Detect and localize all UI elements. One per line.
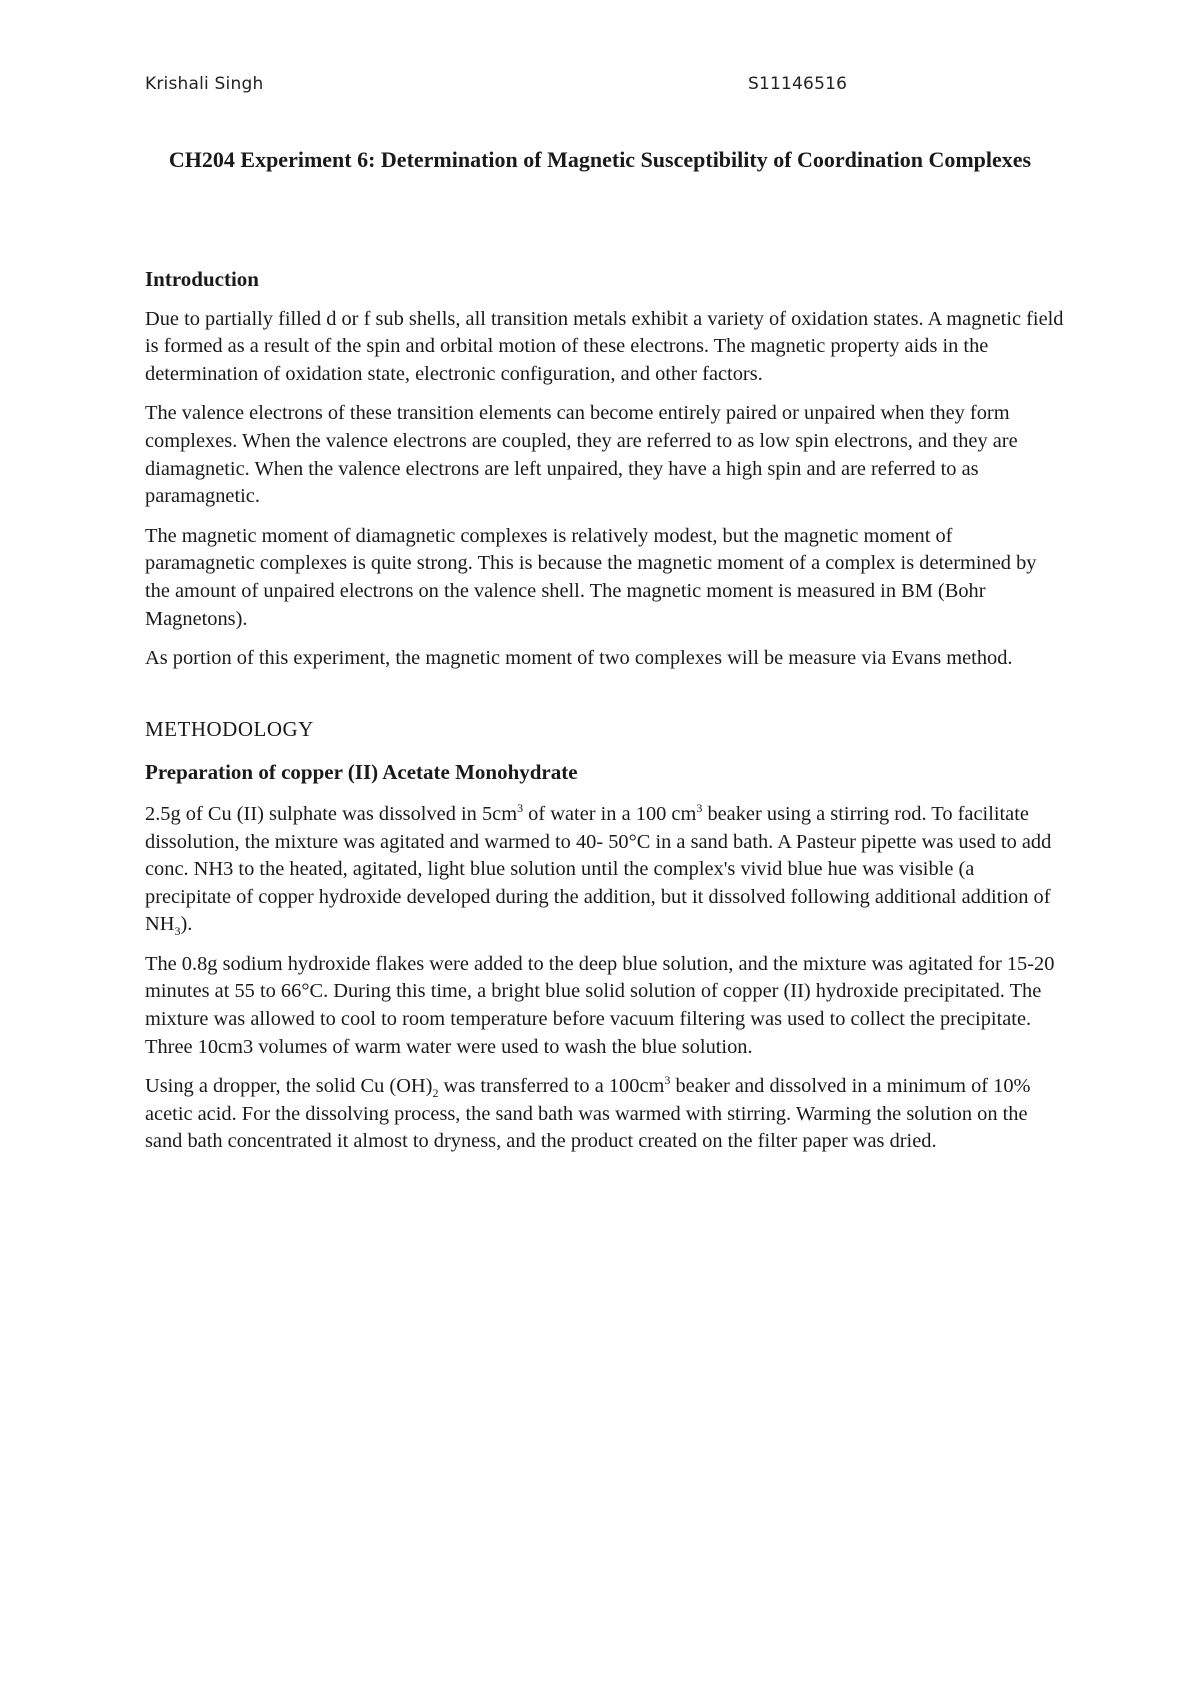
student-id: S11146516 [748,74,848,94]
methodology-heading: METHODOLOGY [145,716,314,741]
document-title: CH204 Experiment 6: Determination of Magnetic Susceptibility of Coordination Complexes [168,147,1032,172]
intro-paragraph: Due to partially filled d or f sub shells, all transition metals exhibit a variety of oxidation states. A magnetic field is formed as a result of the spin and orbital motion of these electrons. The magnetic property aids in the determination of oxidation state, electronic configuration, and other factors. [145,307,1064,385]
method-paragraph: Using a dropper, the solid Cu $(OH)_2$ was transferred to a $100cm^3$ beaker and dissolved in a minimum of 10% acetic acid. For the dissolving process, the sand bath was warmed with stirring. Warming the solution on the sand bath concentrated it almost to dryness, and the product created on the filter paper was dried. [145,1073,1031,1153]
intro-paragraph: The magnetic moment of diamagnetic complexes is relatively modest, but the magnetic moment of paramagnetic complexes is quite strong. This is because the magnetic moment of a complex is determined by the amount of unpaired electrons on the valence shell. The magnetic moment is measured in BM (Bohr Magnetons). [145,524,1037,630]
intro-paragraph: As portion of this experiment, the magnetic moment of two complexes will be measure via Evans method. [145,647,1013,670]
method-paragraph: The 0.8g sodium hydroxide flakes were added to the deep blue solution, and the mixture was agitated for 15-20 minutes at 55 to 66°C. During this time, a bright blue solid solution of copper (II) hydroxide precipitated. The mixture was allowed to cool to room temperature before vacuum filtering was used to collect the precipitate. Three 10cm3 volumes of warm water were used to wash the blue solution. [145,952,1055,1058]
preparation-subheading: Preparation of copper (II) Acetate Monohydrate [145,760,578,785]
author-name: Krishali Singh [145,74,264,94]
document-body [145,266,1065,1168]
intro-paragraph: The valence electrons of these transition elements can become entirely paired or unpaired when they form complexes. When the valence electrons are coupled, they are referred to as low spin electrons, and they are diamagnetic. When the valence electrons are left unpaired, they have a high spin and are referred to as paramagnetic. [145,402,1018,508]
introduction-heading: Introduction [145,267,259,291]
method-paragraph: 2.5g of Cu (II) sulphate was dissolved in $5cm^3$ of water in a 100 $cm^3$ beaker using a stirring rod. To facilitate dissolution, the mixture was agitated and warmed to 40- 50°C in a sand bath. A Pasteur pipette was used to add conc. NH3 to the heated, agitated, light blue solution until the complex's vivid blue hue was visible (a precipitate of copper hydroxide developed during the addition, but it dissolved following additional addition of $NH_3$). [145,801,1052,939]
